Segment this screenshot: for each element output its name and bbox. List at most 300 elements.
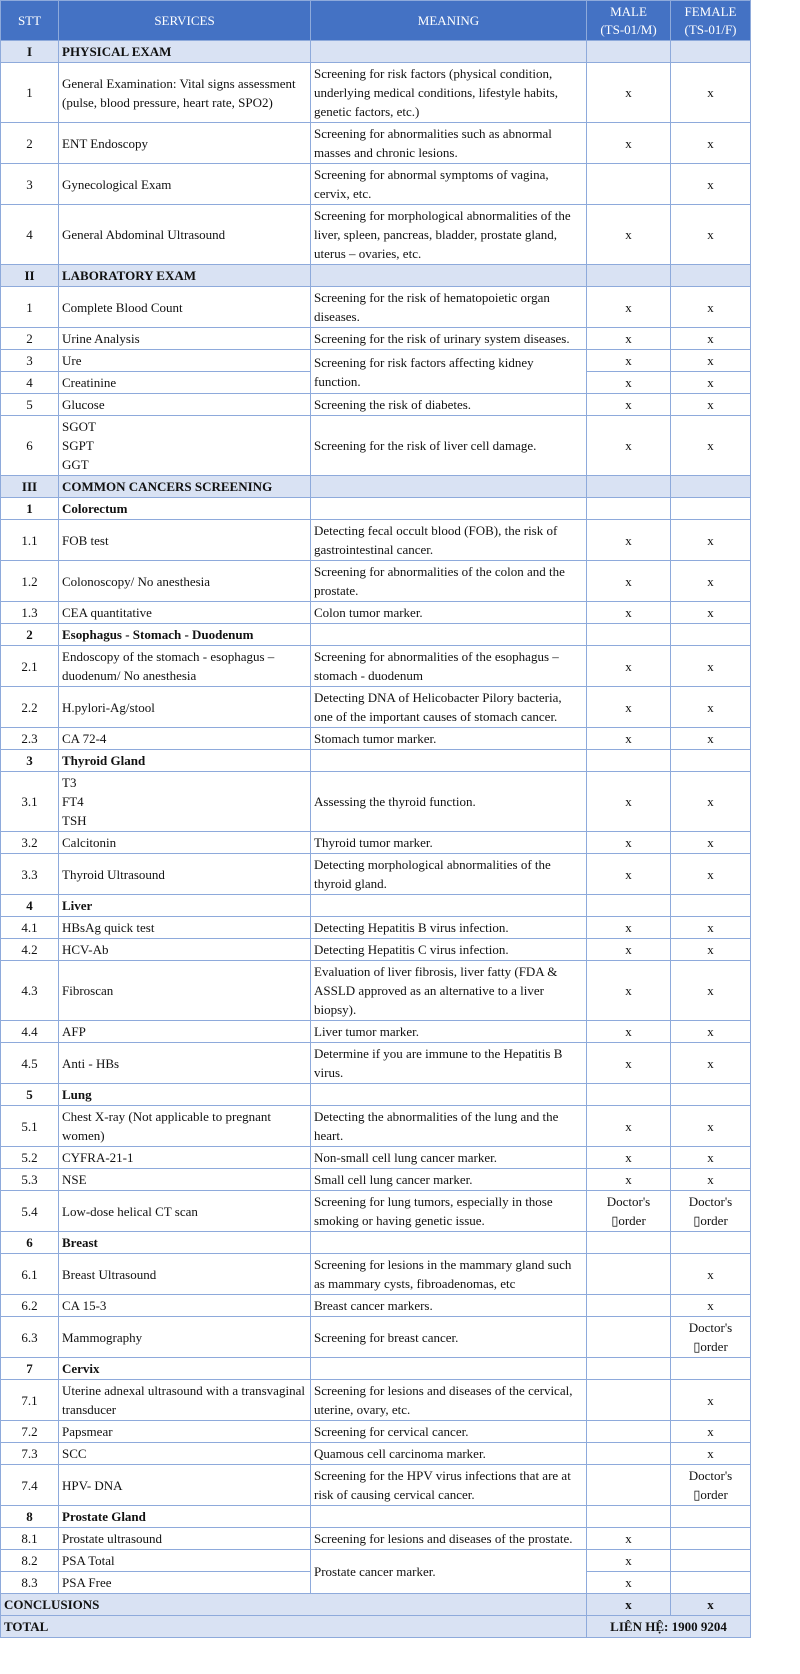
row-female-mark: x (671, 123, 751, 164)
row-female-mark: x (671, 1043, 751, 1084)
row-female-mark: Doctor's ▯order (671, 1317, 751, 1358)
row-stt: 7.2 (1, 1421, 59, 1443)
row-stt: 6.2 (1, 1295, 59, 1317)
table-row (1, 1021, 751, 1043)
row-stt: 1.1 (1, 520, 59, 561)
row-service: Complete Blood Count (59, 287, 311, 328)
table-row (1, 1380, 751, 1421)
group-header-row (1, 1506, 751, 1528)
section-title: COMMON CANCERS SCREENING (59, 476, 311, 498)
table-row (1, 164, 751, 205)
row-female-mark: x (671, 372, 751, 394)
section-female-blank (671, 624, 751, 646)
row-meaning: Assessing the thyroid function. (311, 772, 587, 832)
section-title: Thyroid Gland (59, 750, 311, 772)
table-row (1, 1191, 751, 1232)
row-male-mark: x (587, 63, 671, 123)
row-female-mark: x (671, 416, 751, 476)
row-female-mark: x (671, 687, 751, 728)
row-female-mark: x (671, 917, 751, 939)
section-male-blank (587, 895, 671, 917)
section-male-blank (587, 624, 671, 646)
row-female-mark: x (671, 328, 751, 350)
row-meaning: Screening for morphological abnormalities of the liver, spleen, pancreas, bladder, prostate gland, uterus – ovaries, etc. (311, 205, 587, 265)
row-meaning: Detecting the abnormalities of the lung and the heart. (311, 1106, 587, 1147)
table-row (1, 1550, 751, 1572)
header-services: SERVICES (59, 1, 311, 41)
table-row (1, 394, 751, 416)
row-male-mark: x (587, 350, 671, 372)
section-title: PHYSICAL EXAM (59, 41, 311, 63)
row-male-mark: x (587, 287, 671, 328)
row-female-mark: x (671, 728, 751, 750)
row-service: PSA Free (59, 1572, 311, 1594)
table-row (1, 1169, 751, 1191)
table-row (1, 63, 751, 123)
row-meaning: Screening for lesions and diseases of the prostate. (311, 1528, 587, 1550)
row-stt: 3.1 (1, 772, 59, 832)
row-service: Thyroid Ultrasound (59, 854, 311, 895)
section-meaning-blank (311, 750, 587, 772)
section-male-blank (587, 1506, 671, 1528)
section-title: Esophagus - Stomach - Duodenum (59, 624, 311, 646)
row-stt: 5 (1, 394, 59, 416)
row-male-mark: x (587, 372, 671, 394)
row-service: Uterine adnexal ultrasound with a transvaginal transducer (59, 1380, 311, 1421)
section-title: Cervix (59, 1358, 311, 1380)
row-female-mark: x (671, 520, 751, 561)
row-stt: 2.3 (1, 728, 59, 750)
row-meaning: Screening for lesions in the mammary gland such as mammary cysts, fibroadenomas, etc (311, 1254, 587, 1295)
row-service: Breast Ultrasound (59, 1254, 311, 1295)
section-female-blank (671, 750, 751, 772)
row-female-mark: x (671, 63, 751, 123)
row-service: ENT Endoscopy (59, 123, 311, 164)
row-male-mark: x (587, 939, 671, 961)
section-title: Liver (59, 895, 311, 917)
header-female: FEMALE (TS-01/F) (671, 1, 751, 41)
row-stt: 4 (1, 205, 59, 265)
row-stt: 7.4 (1, 1465, 59, 1506)
row-stt: 7.1 (1, 1380, 59, 1421)
section-title: LABORATORY EXAM (59, 265, 311, 287)
row-service: Mammography (59, 1317, 311, 1358)
row-stt: 6.1 (1, 1254, 59, 1295)
table-body (1, 41, 751, 1594)
group-header-row (1, 1358, 751, 1380)
row-meaning: Quamous cell carcinoma marker. (311, 1443, 587, 1465)
row-male-mark (587, 1380, 671, 1421)
row-male-mark: x (587, 1021, 671, 1043)
row-service: HPV- DNA (59, 1465, 311, 1506)
conclusions-row (1, 1594, 751, 1616)
row-stt: 2.2 (1, 687, 59, 728)
table-row (1, 123, 751, 164)
row-stt: 5.1 (1, 1106, 59, 1147)
table-row (1, 1147, 751, 1169)
row-service: Creatinine (59, 372, 311, 394)
section-female-blank (671, 1232, 751, 1254)
section-male-blank (587, 265, 671, 287)
row-meaning: Prostate cancer marker. (311, 1550, 587, 1594)
table-row (1, 646, 751, 687)
row-male-mark (587, 1295, 671, 1317)
section-title: Breast (59, 1232, 311, 1254)
row-stt: 3 (1, 164, 59, 205)
row-meaning: Colon tumor marker. (311, 602, 587, 624)
row-female-mark (671, 1550, 751, 1572)
table-row (1, 772, 751, 832)
row-meaning: Thyroid tumor marker. (311, 832, 587, 854)
row-female-mark: x (671, 602, 751, 624)
section-number: 5 (1, 1084, 59, 1106)
group-header-row (1, 624, 751, 646)
table-row (1, 1317, 751, 1358)
row-stt: 4 (1, 372, 59, 394)
table-row (1, 1443, 751, 1465)
row-service: T3 FT4 TSH (59, 772, 311, 832)
row-meaning: Determine if you are immune to the Hepatitis B virus. (311, 1043, 587, 1084)
row-service: HBsAg quick test (59, 917, 311, 939)
row-female-mark (671, 1528, 751, 1550)
row-meaning: Stomach tumor marker. (311, 728, 587, 750)
row-service: CEA quantitative (59, 602, 311, 624)
group-header-row (1, 895, 751, 917)
section-meaning-blank (311, 1506, 587, 1528)
row-stt: 4.1 (1, 917, 59, 939)
row-male-mark: x (587, 205, 671, 265)
row-stt: 1.2 (1, 561, 59, 602)
section-meaning-blank (311, 1084, 587, 1106)
table-row (1, 328, 751, 350)
row-male-mark: x (587, 687, 671, 728)
row-stt: 2.1 (1, 646, 59, 687)
total-label: TOTAL (1, 1616, 587, 1638)
section-title: Colorectum (59, 498, 311, 520)
row-male-mark: x (587, 832, 671, 854)
row-female-mark: x (671, 394, 751, 416)
table-row (1, 832, 751, 854)
header-meaning: MEANING (311, 1, 587, 41)
section-male-blank (587, 476, 671, 498)
contact-hotline: LIÊN HỆ: 1900 9204 (587, 1616, 751, 1638)
row-meaning: Screening for the risk of urinary system diseases. (311, 328, 587, 350)
row-male-mark: x (587, 123, 671, 164)
row-male-mark: x (587, 416, 671, 476)
row-male-mark: Doctor's ▯order (587, 1191, 671, 1232)
row-service: CA 72-4 (59, 728, 311, 750)
section-male-blank (587, 41, 671, 63)
section-male-blank (587, 1084, 671, 1106)
section-male-blank (587, 498, 671, 520)
row-male-mark (587, 1465, 671, 1506)
group-header-row (1, 1084, 751, 1106)
row-female-mark: x (671, 1106, 751, 1147)
row-male-mark: x (587, 328, 671, 350)
section-number: 2 (1, 624, 59, 646)
section-male-blank (587, 1232, 671, 1254)
row-female-mark: x (671, 1443, 751, 1465)
row-female-mark: Doctor's ▯order (671, 1191, 751, 1232)
row-female-mark: x (671, 854, 751, 895)
section-meaning-blank (311, 498, 587, 520)
row-male-mark (587, 1317, 671, 1358)
section-number: III (1, 476, 59, 498)
row-stt: 3 (1, 350, 59, 372)
section-female-blank (671, 1358, 751, 1380)
row-service: Urine Analysis (59, 328, 311, 350)
row-service: NSE (59, 1169, 311, 1191)
row-meaning: Screening for the HPV virus infections that are at risk of causing cervical cancer. (311, 1465, 587, 1506)
row-service: General Abdominal Ultrasound (59, 205, 311, 265)
row-service: FOB test (59, 520, 311, 561)
row-male-mark: x (587, 1550, 671, 1572)
row-stt: 3.2 (1, 832, 59, 854)
table-row (1, 728, 751, 750)
row-female-mark: x (671, 1295, 751, 1317)
row-male-mark: x (587, 520, 671, 561)
table-row (1, 687, 751, 728)
table-row (1, 1254, 751, 1295)
row-male-mark (587, 1254, 671, 1295)
row-service: CYFRA-21-1 (59, 1147, 311, 1169)
row-stt: 8.3 (1, 1572, 59, 1594)
table-row (1, 416, 751, 476)
row-meaning: Screening for abnormal symptoms of vagina, cervix, etc. (311, 164, 587, 205)
table-row (1, 1295, 751, 1317)
section-meaning-blank (311, 624, 587, 646)
row-male-mark: x (587, 1106, 671, 1147)
section-number: 1 (1, 498, 59, 520)
table-row (1, 917, 751, 939)
row-service: HCV-Ab (59, 939, 311, 961)
row-stt: 5.3 (1, 1169, 59, 1191)
section-number: 3 (1, 750, 59, 772)
table-row (1, 961, 751, 1021)
row-stt: 6.3 (1, 1317, 59, 1358)
row-meaning: Detecting DNA of Helicobacter Pilory bacteria, one of the important causes of stomach cancer. (311, 687, 587, 728)
row-service: Fibroscan (59, 961, 311, 1021)
row-female-mark: x (671, 350, 751, 372)
row-female-mark: x (671, 1254, 751, 1295)
section-female-blank (671, 41, 751, 63)
table-row (1, 205, 751, 265)
row-male-mark: x (587, 917, 671, 939)
row-meaning: Screening for the risk of hematopoietic organ diseases. (311, 287, 587, 328)
table-row (1, 854, 751, 895)
section-number: 4 (1, 895, 59, 917)
row-meaning: Screening for breast cancer. (311, 1317, 587, 1358)
row-stt: 1 (1, 63, 59, 123)
row-female-mark: x (671, 561, 751, 602)
row-service: Gynecological Exam (59, 164, 311, 205)
row-female-mark: x (671, 164, 751, 205)
table-header-row (1, 1, 751, 41)
row-female-mark: x (671, 646, 751, 687)
section-male-blank (587, 750, 671, 772)
conclusions-label: CONCLUSIONS (1, 1594, 587, 1616)
row-male-mark (587, 1443, 671, 1465)
table-row (1, 520, 751, 561)
section-meaning-blank (311, 1232, 587, 1254)
row-female-mark (671, 1572, 751, 1594)
row-male-mark: x (587, 1528, 671, 1550)
row-female-mark: x (671, 1421, 751, 1443)
row-service: Ure (59, 350, 311, 372)
row-service: SGOT SGPT GGT (59, 416, 311, 476)
row-service: Calcitonin (59, 832, 311, 854)
row-service: Chest X-ray (Not applicable to pregnant women) (59, 1106, 311, 1147)
row-male-mark: x (587, 646, 671, 687)
section-female-blank (671, 476, 751, 498)
table-row (1, 1465, 751, 1506)
table-row (1, 350, 751, 372)
section-number: 7 (1, 1358, 59, 1380)
section-title: Prostate Gland (59, 1506, 311, 1528)
row-service: Anti - HBs (59, 1043, 311, 1084)
row-meaning: Screening for the risk of liver cell damage. (311, 416, 587, 476)
row-meaning: Liver tumor marker. (311, 1021, 587, 1043)
conclusions-female: x (671, 1594, 751, 1616)
row-service: CA 15-3 (59, 1295, 311, 1317)
row-meaning: Screening for lesions and diseases of the cervical, uterine, ovary, etc. (311, 1380, 587, 1421)
section-meaning-blank (311, 265, 587, 287)
row-female-mark: x (671, 1021, 751, 1043)
row-service: SCC (59, 1443, 311, 1465)
row-female-mark: x (671, 772, 751, 832)
row-service: AFP (59, 1021, 311, 1043)
row-meaning: Screening the risk of diabetes. (311, 394, 587, 416)
row-service: Colonoscopy/ No anesthesia (59, 561, 311, 602)
section-title: Lung (59, 1084, 311, 1106)
group-header-row (1, 1232, 751, 1254)
row-meaning: Detecting fecal occult blood (FOB), the risk of gastrointestinal cancer. (311, 520, 587, 561)
row-service: Papsmear (59, 1421, 311, 1443)
row-service: H.pylori-Ag/stool (59, 687, 311, 728)
row-meaning: Screening for abnormalities of the colon and the prostate. (311, 561, 587, 602)
row-service: Prostate ultrasound (59, 1528, 311, 1550)
section-meaning-blank (311, 895, 587, 917)
row-stt: 1.3 (1, 602, 59, 624)
row-female-mark: Doctor's ▯order (671, 1465, 751, 1506)
row-stt: 5.4 (1, 1191, 59, 1232)
row-stt: 4.4 (1, 1021, 59, 1043)
row-meaning: Detecting Hepatitis C virus infection. (311, 939, 587, 961)
row-stt: 4.3 (1, 961, 59, 1021)
row-female-mark: x (671, 1380, 751, 1421)
section-male-blank (587, 1358, 671, 1380)
row-stt: 4.5 (1, 1043, 59, 1084)
row-stt: 4.2 (1, 939, 59, 961)
group-header-row (1, 498, 751, 520)
group-header-row (1, 750, 751, 772)
row-meaning: Screening for cervical cancer. (311, 1421, 587, 1443)
section-header-row (1, 265, 751, 287)
section-header-row (1, 41, 751, 63)
row-stt: 8.2 (1, 1550, 59, 1572)
table-row (1, 561, 751, 602)
row-meaning: Screening for risk factors affecting kidney function. (311, 350, 587, 394)
row-service: PSA Total (59, 1550, 311, 1572)
table-row (1, 1528, 751, 1550)
section-number: I (1, 41, 59, 63)
conclusions-male: x (587, 1594, 671, 1616)
row-male-mark (587, 164, 671, 205)
row-stt: 7.3 (1, 1443, 59, 1465)
row-male-mark: x (587, 772, 671, 832)
row-stt: 6 (1, 416, 59, 476)
section-number: 8 (1, 1506, 59, 1528)
section-female-blank (671, 498, 751, 520)
section-number: II (1, 265, 59, 287)
section-meaning-blank (311, 476, 587, 498)
section-female-blank (671, 1084, 751, 1106)
table-row (1, 287, 751, 328)
row-male-mark: x (587, 1043, 671, 1084)
row-male-mark: x (587, 854, 671, 895)
row-female-mark: x (671, 961, 751, 1021)
table-row (1, 602, 751, 624)
row-male-mark: x (587, 728, 671, 750)
row-male-mark: x (587, 961, 671, 1021)
header-stt: STT (1, 1, 59, 41)
row-meaning: Screening for abnormalities such as abnormal masses and chronic lesions. (311, 123, 587, 164)
row-female-mark: x (671, 1169, 751, 1191)
row-female-mark: x (671, 832, 751, 854)
row-male-mark: x (587, 1147, 671, 1169)
header-male: MALE (TS-01/M) (587, 1, 671, 41)
row-meaning: Evaluation of liver fibrosis, liver fatty (FDA & ASSLD approved as an alternative to a liver biopsy). (311, 961, 587, 1021)
row-meaning: Detecting morphological abnormalities of the thyroid gland. (311, 854, 587, 895)
row-service: Low-dose helical CT scan (59, 1191, 311, 1232)
section-header-row (1, 476, 751, 498)
section-female-blank (671, 265, 751, 287)
table-row (1, 1043, 751, 1084)
section-meaning-blank (311, 1358, 587, 1380)
row-stt: 2 (1, 328, 59, 350)
row-male-mark: x (587, 1572, 671, 1594)
row-female-mark: x (671, 287, 751, 328)
section-female-blank (671, 895, 751, 917)
table-row (1, 1106, 751, 1147)
row-female-mark: x (671, 205, 751, 265)
row-service: Endoscopy of the stomach - esophagus – duodenum/ No anesthesia (59, 646, 311, 687)
row-stt: 2 (1, 123, 59, 164)
row-meaning: Screening for abnormalities of the esophagus – stomach - duodenum (311, 646, 587, 687)
row-service: Glucose (59, 394, 311, 416)
row-stt: 5.2 (1, 1147, 59, 1169)
row-stt: 3.3 (1, 854, 59, 895)
row-meaning: Screening for risk factors (physical condition, underlying medical conditions, lifestyle habits, genetic factors, etc.) (311, 63, 587, 123)
row-female-mark: x (671, 939, 751, 961)
row-meaning: Breast cancer markers. (311, 1295, 587, 1317)
row-service: General Examination: Vital signs assessment (pulse, blood pressure, heart rate, SPO2) (59, 63, 311, 123)
row-stt: 1 (1, 287, 59, 328)
table-row (1, 1421, 751, 1443)
row-male-mark: x (587, 602, 671, 624)
row-female-mark: x (671, 1147, 751, 1169)
row-meaning: Small cell lung cancer marker. (311, 1169, 587, 1191)
row-stt: 8.1 (1, 1528, 59, 1550)
table-row (1, 939, 751, 961)
total-row (1, 1616, 751, 1638)
row-male-mark: x (587, 1169, 671, 1191)
row-meaning: Screening for lung tumors, especially in those smoking or having genetic issue. (311, 1191, 587, 1232)
section-number: 6 (1, 1232, 59, 1254)
row-male-mark: x (587, 561, 671, 602)
section-female-blank (671, 1506, 751, 1528)
row-meaning: Non-small cell lung cancer marker. (311, 1147, 587, 1169)
